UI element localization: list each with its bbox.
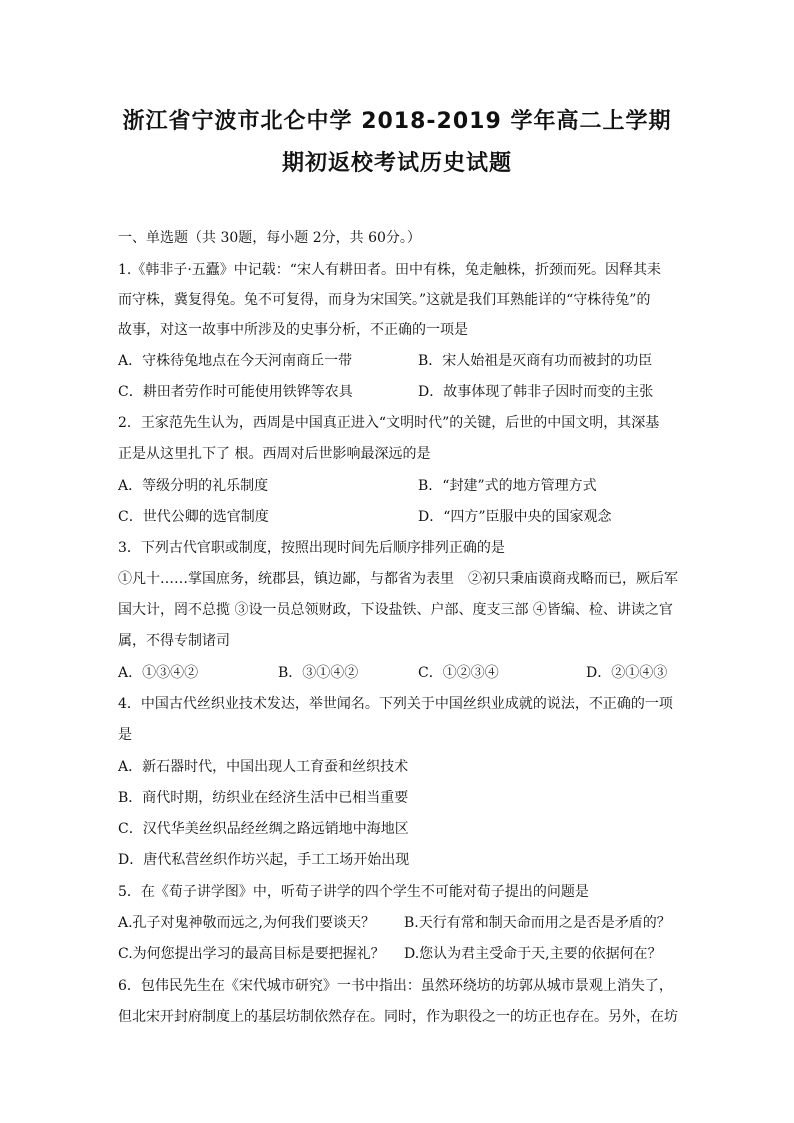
question-2-line-2: 正是从这里扎下了 根。西周对后世影响最深远的是 <box>118 446 431 462</box>
question-5-option-a: A.孔子对鬼神敬而远之,为何我们要谈天？ <box>118 915 376 931</box>
question-6-line-2: 但北宋开封府制度上的基层坊制依然存在。同时，作为职役之一的坊正也存在。另外，在坊 <box>118 1009 678 1025</box>
question-5-option-c: C.为何您提出学习的最高目标是要把握礼？ <box>118 946 385 962</box>
question-4-option-a: A．新石器时代，中国出现人工育蚕和丝织技术 <box>118 759 409 775</box>
question-1-line-2: 而守株，冀复得兔。兔不可复得，而身为宋国笑。”这就是我们耳熟能详的“守株待兔”的 <box>118 292 651 308</box>
question-3-option-a: A．①③④② <box>118 665 199 681</box>
section-heading: 一、单选题（共 30题，每小题 2分，共 60分。） <box>118 230 421 246</box>
question-2-option-a: A．等级分明的礼乐制度 <box>118 478 269 494</box>
question-5-option-d: D.您认为君主受命于天,主要的依据何在？ <box>404 946 662 962</box>
question-3-line-3: 国大计，罔不总揽 ③设一员总领财政，下设盐铁、户部、度支三部 ④皆编、检、讲读之官 <box>118 602 673 618</box>
question-2-line-1: 2．王家范先生认为，西周是中国真正进入“文明时代”的关键，后世的中国文明，其深基 <box>118 415 660 431</box>
question-2-option-b: B．“封建”式的地方管理方式 <box>418 478 597 494</box>
question-2-option-c: C．世代公卿的选官制度 <box>118 509 269 525</box>
question-4-option-d: D．唐代私营丝织作坊兴起，手工工场开始出现 <box>118 852 410 868</box>
title-line-2: 期初返校考试历史试题 <box>281 151 512 176</box>
question-4-line-1: 4．中国古代丝织业技术发达，举世闻名。下列关于中国丝织业成就的说法，不正确的一项 <box>118 696 673 712</box>
question-4-option-c: C．汉代华美丝织品经丝绸之路远销地中海地区 <box>118 821 409 837</box>
question-3-line-4: 属，不得专制诸司 <box>118 633 230 649</box>
question-1-option-d: D．故事体现了韩非子因时而变的主张 <box>418 384 654 400</box>
question-1-line-1: 1.《韩非子·五蠹》中记载：“宋人有耕田者。田中有株，兔走触株，折颈而死。因释其耒 <box>118 262 661 278</box>
question-5-option-b: B.天行有常和制天命而用之是否是矛盾的？ <box>404 915 671 931</box>
question-3-option-c: C．①②③④ <box>418 665 499 681</box>
question-1-option-a: A．守株待兔地点在今天河南商丘一带 <box>118 353 353 369</box>
question-6-line-1: 6．包伟民先生在《宋代城市研究》一书中指出：虽然环绕坊的坊郭从城市景观上消失了， <box>118 978 673 994</box>
question-4-option-b: B．商代时期，纺织业在经济生活中已相当重要 <box>118 790 409 806</box>
title-line-1: 浙江省宁波市北仑中学 2018-2019 学年高二上学期 <box>122 109 672 134</box>
question-3-option-b: B．③①④② <box>278 665 359 681</box>
question-2-option-d: D．“四方”臣服中央的国家观念 <box>418 509 612 525</box>
question-3-option-d: D．②①④③ <box>586 665 668 681</box>
question-1-line-3: 故事，对这一故事中所涉及的史事分析，不正确的一项是 <box>118 322 468 338</box>
question-3-line-1: 3．下列古代官职或制度，按照出现时间先后顺序排列正确的是 <box>118 540 505 556</box>
question-1-option-c: C．耕田者劳作时可能使用铁铧等农具 <box>118 384 353 400</box>
question-3-line-2: ①凡十……掌国庶务，统郡县，镇边鄙，与都省为表里 ②初只秉庙谟商戎略而已，厥后军 <box>118 571 678 587</box>
question-1-option-b: B．宋人始祖是灭商有功而被封的功臣 <box>418 353 653 369</box>
question-4-line-2: 是 <box>118 727 132 743</box>
question-5-line-1: 5．在《荀子讲学图》中，听荀子讲学的四个学生不可能对荀子提出的问题是 <box>118 884 589 900</box>
